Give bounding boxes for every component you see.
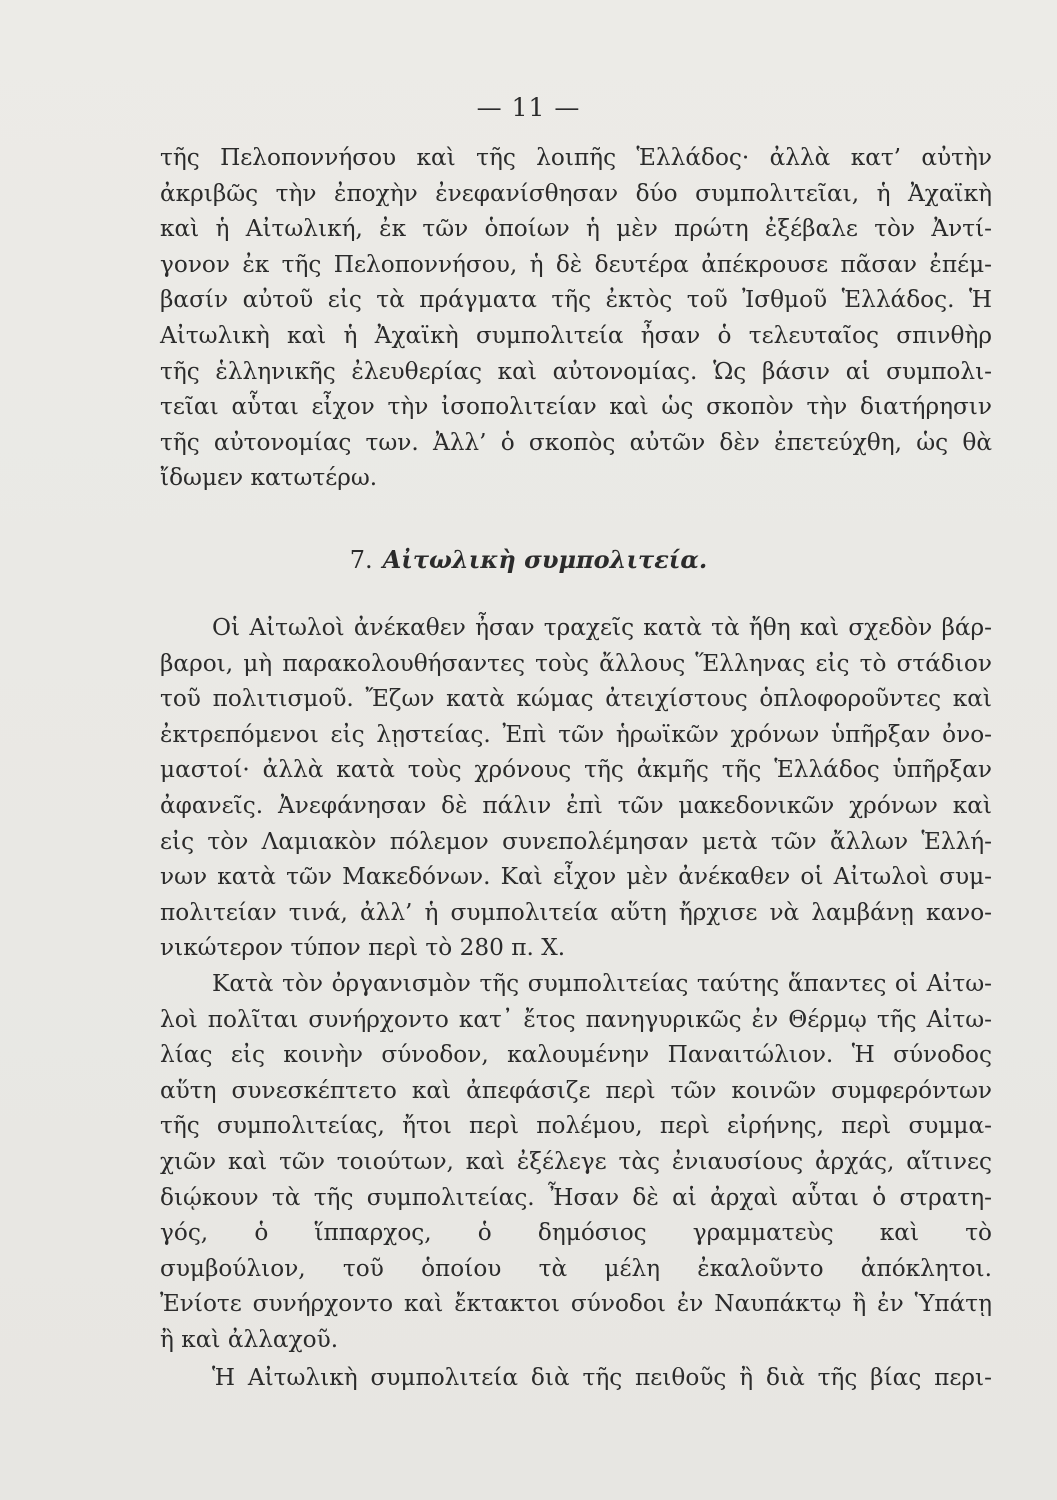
text-line: ἢ καὶ ἀλλαχοῦ.: [160, 1325, 339, 1353]
text-line: συμβούλιον, τοῦ ὁποίου τὰ μέλη ἐκαλοῦντο ἀπόκλητοι.: [160, 1254, 992, 1282]
page-number: — 11 —: [476, 93, 581, 122]
text-line: χιῶν καὶ τῶν τοιούτων, καὶ ἐξέλεγε τὰς ἐνιαυσίους ἀρχάς, αἵτινες: [160, 1147, 992, 1175]
text-line: ἐκτρεπόμενοι εἰς λῃστείας. Ἐπὶ τῶν ἡρωϊκῶν χρόνων ὑπῆρξαν ὀνο-: [160, 720, 992, 748]
text-line: εἰς τὸν Λαμιακὸν πόλεμον συνεπολέμησαν μετὰ τῶν ἄλλων Ἑλλή-: [160, 827, 992, 855]
text-line: ἀκριβῶς τὴν ἐποχὴν ἐνεφανίσθησαν δύο συμπολιτεῖαι, ἡ Ἀχαϊκὴ: [160, 179, 992, 207]
text-line: γός, ὁ ἵππαρχος, ὁ δημόσιος γραμματεὺς καὶ τὸ: [160, 1219, 992, 1247]
text-line: λίας εἰς κοινὴν σύνοδον, καλουμένην Παναιτώλιον. Ἡ σύνοδος: [160, 1041, 992, 1069]
text-line: λοὶ πολῖται συνήρχοντο κατ᾽ ἔτος πανηγυρικῶς ἐν Θέρμῳ τῆς Αἰτω-: [160, 1005, 992, 1033]
text-line: διῴκουν τὰ τῆς συμπολιτείας. Ἦσαν δὲ αἱ ἀρχαὶ αὗται ὁ στρατη-: [160, 1183, 992, 1211]
text-line: πολιτείαν τινά, ἀλλ’ ἡ συμπολιτεία αὕτη ἤρχισε νὰ λαμβάνῃ κανο-: [160, 898, 992, 926]
paragraph-1: [160, 140, 992, 496]
text-line: αὕτη συνεσκέπτετο καὶ ἀπεφάσιζε περὶ τῶν κοινῶν συμφερόντων: [160, 1076, 992, 1104]
text-line: Ἐνίοτε συνήρχοντο καὶ ἔκτακτοι σύνοδοι ἐν Ναυπάκτῳ ἢ ἐν Ὑπάτῃ: [160, 1290, 992, 1318]
text-line: Ἡ Αἰτωλικὴ συμπολιτεία διὰ τῆς πειθοῦς ἢ διὰ τῆς βίας περι-: [212, 1364, 992, 1391]
text-line: τῆς αὐτονομίας των. Ἀλλ’ ὁ σκοπὸς αὐτῶν δὲν ἐπετεύχθη, ὡς θὰ: [160, 428, 992, 456]
text-line: καὶ ἡ Αἰτωλική, ἐκ τῶν ὁποίων ἡ μὲν πρώτη ἐξέβαλε τὸν Ἀντί-: [160, 215, 992, 243]
text-line: ἴδωμεν κατωτέρω.: [160, 464, 378, 492]
text-line: μαστοί· ἀλλὰ κατὰ τοὺς χρόνους τῆς ἀκμῆς τῆς Ἑλλάδος ὑπῆρξαν: [160, 756, 992, 784]
section-number: 7.: [349, 546, 373, 574]
section-title: Αἰτωλικὴ συμπολιτεία.: [382, 545, 708, 574]
text-line: τεῖαι αὗται εἶχον τὴν ἰσοπολιτείαν καὶ ὡς σκοπὸν τὴν διατήρησιν: [160, 393, 992, 421]
text-line: Αἰτωλικὴ καὶ ἡ Ἀχαϊκὴ συμπολιτεία ἦσαν ὁ τελευταῖος σπινθὴρ: [160, 321, 992, 349]
text-line: νικώτερον τύπον περὶ τὸ 280 π. Χ.: [160, 934, 566, 962]
text-line: ἀφανεῖς. Ἀνεφάνησαν δὲ πάλιν ἐπὶ τῶν μακεδονικῶν χρόνων καὶ: [160, 791, 992, 819]
paragraph-3: [160, 966, 992, 1358]
text-line: τοῦ πολιτισμοῦ. Ἔζων κατὰ κώμας ἀτειχίστους ὁπλοφοροῦντες καὶ: [160, 685, 992, 713]
section-heading: [0, 545, 1057, 574]
text-line: Οἱ Αἰτωλοὶ ἀνέκαθεν ἦσαν τραχεῖς κατὰ τὰ ἤθη καὶ σχεδὸν βάρ-: [212, 614, 992, 641]
paragraph-2: [160, 610, 992, 966]
text-line: νων κατὰ τῶν Μακεδόνων. Καὶ εἶχον μὲν ἀνέκαθεν οἱ Αἰτωλοὶ συμ-: [160, 863, 992, 891]
text-line: βαροι, μὴ παρακολουθήσαντες τοὺς ἄλλους Ἕλληνας εἰς τὸ στάδιον: [160, 649, 992, 677]
text-line: τῆς ἑλληνικῆς ἐλευθερίας καὶ αὐτονομίας. Ὡς βάσιν αἱ συμπολι-: [160, 357, 992, 385]
text-line: γονον ἐκ τῆς Πελοποννήσου, ἡ δὲ δευτέρα ἀπέκρουσε πᾶσαν ἐπέμ-: [160, 250, 992, 278]
paragraph-4: [160, 1360, 992, 1396]
text-line: Κατὰ τὸν ὀργανισμὸν τῆς συμπολιτείας ταύτης ἅπαντες οἱ Αἰτω-: [212, 970, 992, 997]
text-line: βασίν αὐτοῦ εἰς τὰ πράγματα τῆς ἐκτὸς τοῦ Ἰσθμοῦ Ἑλλάδος. Ἡ: [160, 286, 992, 314]
text-line: τῆς συμπολιτείας, ἤτοι περὶ πολέμου, περὶ εἰρήνης, περὶ συμμα-: [160, 1112, 992, 1140]
text-line: τῆς Πελοποννήσου καὶ τῆς λοιπῆς Ἑλλάδος· ἀλλὰ κατ’ αὐτὴν: [160, 144, 992, 171]
